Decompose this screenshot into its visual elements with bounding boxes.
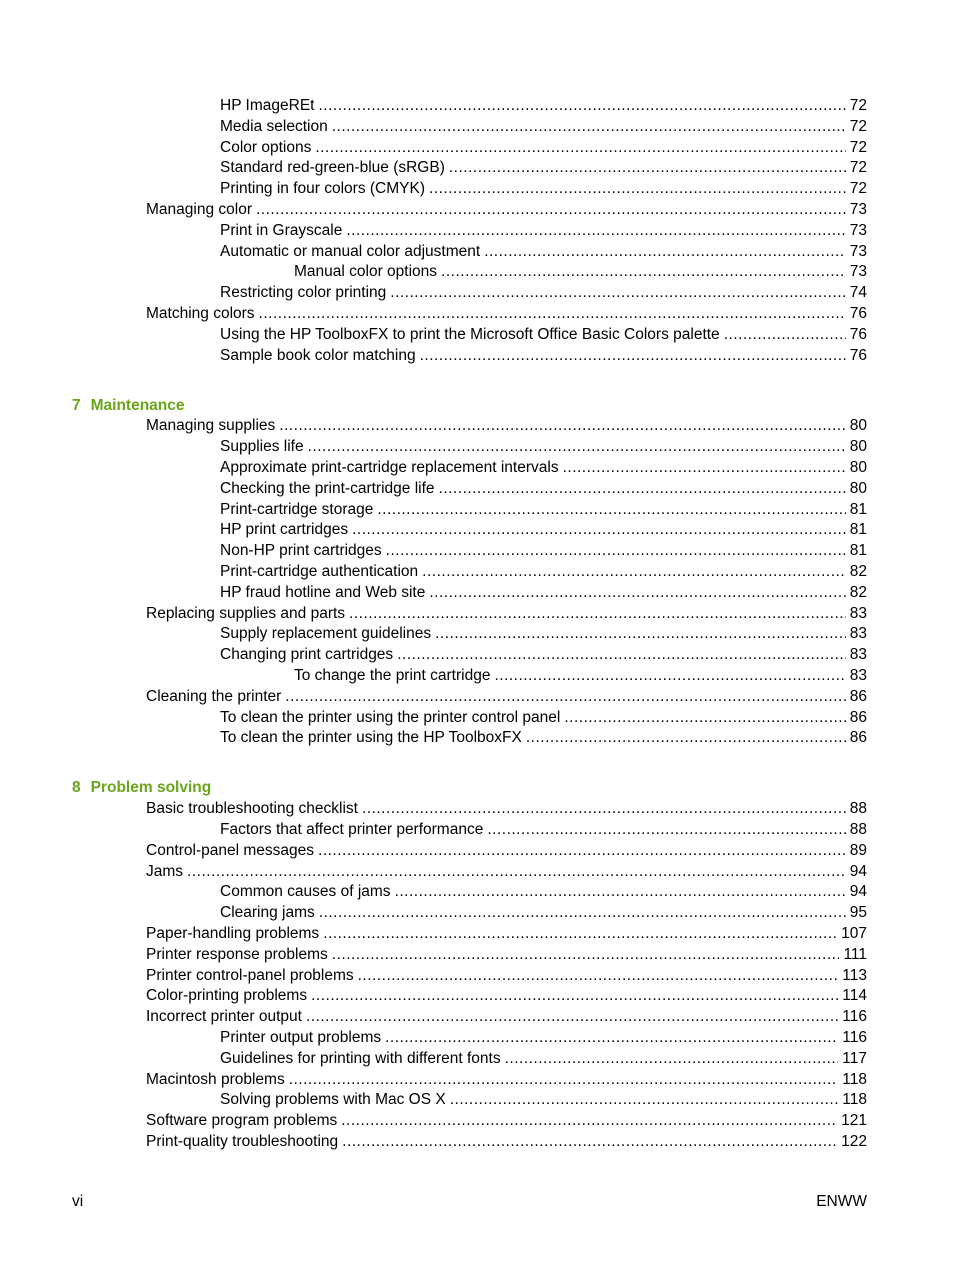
toc-entry-title: To clean the printer using the printer control panel (220, 708, 561, 726)
dot-leader (563, 458, 846, 478)
toc-entry-level-2[interactable] (220, 221, 867, 241)
dot-leader (319, 903, 846, 923)
toc-entry-level-1[interactable] (146, 1070, 867, 1090)
toc-entry-level-2[interactable] (220, 346, 867, 366)
toc-entry-page: 73 (849, 242, 867, 260)
dot-leader (397, 645, 846, 665)
dot-leader (526, 728, 846, 748)
toc-entry-page: 116 (842, 1029, 867, 1046)
dot-leader (315, 138, 845, 158)
toc-entry-page: 113 (842, 966, 867, 984)
toc-entry-level-2[interactable] (220, 708, 867, 728)
toc-entry-level-2[interactable] (220, 820, 867, 840)
toc-entry-page: 86 (849, 687, 867, 705)
dot-leader (259, 304, 846, 324)
toc-entry-title: Changing print cartridges (220, 646, 394, 664)
toc-entry-page: 94 (849, 883, 867, 901)
toc-entry-title: Restricting color printing (220, 284, 387, 302)
toc-entry-page: 122 (841, 1133, 867, 1150)
toc-entry-page: 95 (849, 904, 867, 922)
toc-entry-title: Control-panel messages (146, 841, 315, 859)
dot-leader (342, 1132, 837, 1152)
toc-entry-page: 83 (849, 667, 867, 684)
dot-leader (318, 841, 846, 861)
toc-entry-page: 81 (849, 500, 867, 518)
dot-leader (289, 1070, 839, 1090)
toc-entry-title: HP print cartridges (220, 521, 349, 539)
toc-entry-level-1[interactable] (146, 862, 867, 882)
toc-entry-level-1[interactable] (146, 841, 867, 861)
toc-entry-level-2[interactable] (220, 479, 867, 499)
chapter-number: 7 (72, 396, 81, 414)
toc-entry-page: 72 (849, 138, 867, 156)
toc-entry-title: Jams (146, 862, 184, 880)
dot-leader (306, 1007, 838, 1027)
dot-leader (724, 325, 846, 345)
toc-entry-level-2[interactable] (220, 458, 867, 478)
dot-leader (435, 624, 846, 644)
toc-entry-title: Supply replacement guidelines (220, 625, 432, 643)
toc-entry-page: 83 (849, 646, 867, 664)
dot-leader (358, 966, 839, 986)
footer-page-label: vi (72, 1193, 84, 1210)
toc-entry-page: 111 (843, 945, 867, 963)
toc-entry-title: Approximate print-cartridge replacement intervals (220, 459, 559, 476)
toc-entry-page: 86 (849, 729, 867, 747)
toc-entry-title: Printing in four colors (CMYK) (220, 180, 426, 198)
dot-leader (429, 179, 846, 199)
toc-entry-level-2[interactable] (220, 645, 867, 665)
toc-entry-title: Supplies life (220, 438, 304, 456)
toc-entry-level-2[interactable] (220, 562, 867, 582)
dot-leader (352, 520, 846, 540)
toc-entry-page: 72 (849, 97, 867, 114)
toc-entry-title: Print in Grayscale (220, 221, 343, 239)
toc-entry-page: 88 (849, 821, 867, 838)
toc-entry-level-1[interactable] (146, 304, 867, 324)
toc-entry-level-2[interactable] (220, 624, 867, 644)
toc-entry-title: Matching colors (146, 305, 255, 322)
dot-leader (332, 945, 840, 965)
toc-entry-level-2[interactable] (220, 541, 867, 561)
toc-entry-title: To change the print cartridge (294, 667, 491, 684)
toc-entry-page: 83 (849, 625, 867, 643)
toc-entry-level-1[interactable] (146, 799, 867, 819)
toc-entry-title: Guidelines for printing with different fonts (220, 1049, 501, 1067)
toc-entry-page: 76 (849, 305, 867, 322)
toc-entry-level-2[interactable] (220, 1090, 867, 1110)
toc-entry-level-2[interactable] (220, 179, 867, 199)
toc-entry-level-3[interactable] (294, 262, 867, 282)
dot-leader (494, 666, 845, 686)
toc-entry-level-2[interactable] (220, 728, 867, 748)
toc-entry-title: Cleaning the printer (146, 687, 282, 705)
chapter-title: Maintenance (90, 396, 185, 414)
toc-entry-title: Automatic or manual color adjustment (220, 242, 481, 260)
toc-entry-page: 82 (849, 563, 867, 580)
toc-entry-title: Non-HP print cartridges (220, 542, 382, 560)
toc-entry-page: 82 (849, 583, 867, 601)
toc-entry-title: Checking the print-cartridge life (220, 479, 435, 497)
toc-entry-level-2[interactable] (220, 437, 867, 457)
toc-entry-title: Basic troubleshooting checklist (146, 800, 358, 818)
toc-entry-title: To clean the printer using the HP ToolboxFX (220, 729, 522, 747)
toc-entry-page: 86 (849, 708, 867, 726)
toc-entry-page: 89 (849, 841, 867, 859)
dot-leader (377, 500, 845, 520)
toc-entry-page: 80 (849, 438, 867, 456)
toc-entry-level-1[interactable] (146, 416, 867, 436)
toc-entry-level-2[interactable] (220, 520, 867, 540)
chapter-title: Problem solving (90, 779, 212, 797)
dot-leader (318, 96, 845, 116)
dot-leader (441, 262, 846, 282)
toc-entry-page: 83 (849, 604, 867, 622)
toc-entry-page: 72 (849, 159, 867, 177)
toc-entry-title: Printer response problems (146, 945, 328, 963)
toc-entry-title: Factors that affect printer performance (220, 821, 484, 838)
dot-leader (484, 242, 846, 262)
toc-entry-level-3[interactable] (294, 666, 867, 686)
toc-entry-level-2[interactable] (220, 583, 867, 603)
toc-entry-level-1[interactable] (146, 924, 867, 944)
toc-entry-title: Managing supplies (146, 417, 276, 435)
toc-entry-level-1[interactable] (146, 687, 867, 707)
toc-entry-level-2[interactable] (220, 158, 867, 178)
toc-entry-level-2[interactable] (220, 242, 867, 262)
toc-entry-level-2[interactable] (220, 283, 867, 303)
toc-entry-title: Print-quality troubleshooting (146, 1133, 339, 1150)
dot-leader (341, 1111, 837, 1131)
toc-entry-page: 114 (842, 987, 867, 1005)
toc-entry-title: HP fraud hotline and Web site (220, 583, 426, 601)
toc-entry-title: Printer output problems (220, 1029, 382, 1046)
toc-entry-level-1[interactable] (146, 945, 867, 965)
toc-entry-page: 76 (849, 346, 867, 364)
toc-entry-title: Print-cartridge storage (220, 500, 374, 518)
dot-leader (439, 479, 846, 499)
dot-leader (422, 562, 846, 582)
toc-entry-title: Manual color options (294, 263, 438, 281)
dot-leader (362, 799, 846, 819)
toc-entry-title: Common causes of jams (220, 883, 391, 901)
dot-leader (505, 1049, 839, 1069)
toc-entry-page: 94 (849, 862, 867, 880)
toc-entry-level-1[interactable] (146, 200, 867, 220)
toc-entry-level-2[interactable] (220, 1049, 867, 1069)
toc-entry-page: 118 (842, 1091, 867, 1109)
dot-leader (487, 820, 845, 840)
toc-entry-level-2[interactable] (220, 1028, 867, 1048)
toc-entry-title: Managing color (146, 201, 252, 218)
toc-entry-title: Printer control-panel problems (146, 966, 354, 984)
toc-entry-level-1[interactable] (146, 1132, 867, 1152)
toc-entry-title: Software program problems (146, 1112, 338, 1130)
toc-entry-title: Replacing supplies and parts (146, 604, 346, 622)
toc-entry-page: 81 (849, 542, 867, 560)
chapter-heading (72, 396, 185, 416)
dot-leader (564, 708, 845, 728)
dot-leader (390, 283, 845, 303)
toc-entry-page: 107 (841, 925, 867, 942)
toc-entry-page: 121 (841, 1112, 867, 1130)
toc-entry-title: Incorrect printer output (146, 1008, 302, 1026)
toc-entry-page: 76 (849, 325, 867, 343)
toc-entry-level-2[interactable] (220, 138, 867, 158)
toc-entry-title: Clearing jams (220, 904, 315, 922)
toc-entry-page: 81 (849, 521, 867, 539)
footer-doc-code: ENWW (816, 1193, 867, 1210)
toc-entry-title: Standard red-green-blue (sRGB) (220, 159, 445, 177)
toc-entry-level-1[interactable] (146, 966, 867, 986)
toc-entry-page: 80 (849, 479, 867, 497)
dot-leader (450, 1090, 839, 1110)
toc-entry-level-2[interactable] (220, 96, 867, 116)
toc-entry-page: 72 (849, 180, 867, 198)
dot-leader (385, 1028, 838, 1048)
toc-entry-page: 80 (849, 417, 867, 435)
toc-entry-level-2[interactable] (220, 903, 867, 923)
dot-leader (449, 158, 846, 178)
toc-entry-level-1[interactable] (146, 986, 867, 1006)
toc-entry-page: 80 (849, 459, 867, 476)
dot-leader (285, 687, 845, 707)
dot-leader (420, 346, 846, 366)
toc-entry-level-2[interactable] (220, 117, 867, 137)
toc-entry-page: 73 (849, 221, 867, 239)
toc-entry-level-2[interactable] (220, 325, 867, 345)
dot-leader (323, 924, 837, 944)
toc-entry-title: HP ImageREt (220, 97, 315, 114)
toc-entry-title: Using the HP ToolboxFX to print the Microsoft Office Basic Colors palette (220, 325, 720, 343)
toc-entry-page: 72 (849, 117, 867, 135)
toc-entry-title: Sample book color matching (220, 346, 416, 364)
toc-entry-title: Color options (220, 138, 312, 156)
dot-leader (311, 986, 838, 1006)
dot-leader (386, 541, 846, 561)
dot-leader (346, 221, 845, 241)
toc-entry-page: 118 (842, 1070, 867, 1088)
toc-entry-title: Solving problems with Mac OS X (220, 1091, 446, 1109)
toc-entry-title: Media selection (220, 117, 328, 135)
toc-entry-title: Print-cartridge authentication (220, 563, 419, 580)
chapter-heading (72, 778, 211, 798)
dot-leader (332, 117, 846, 137)
toc-entry-page: 116 (842, 1008, 867, 1026)
toc-entry-level-1[interactable] (146, 604, 867, 624)
toc-entry-page: 74 (849, 284, 867, 302)
dot-leader (349, 604, 846, 624)
toc-entry-level-1[interactable] (146, 1111, 867, 1131)
toc-entry-page: 73 (849, 263, 867, 281)
dot-leader (395, 882, 846, 902)
toc-entry-title: Macintosh problems (146, 1070, 285, 1088)
dot-leader (308, 437, 846, 457)
toc-entry-level-1[interactable] (146, 1007, 867, 1027)
toc-entry-page: 117 (842, 1049, 867, 1067)
chapter-number: 8 (72, 779, 81, 797)
toc-entry-page: 88 (849, 800, 867, 818)
toc-entry-level-2[interactable] (220, 500, 867, 520)
toc-entry-title: Paper-handling problems (146, 925, 320, 942)
dot-leader (187, 862, 846, 882)
toc-entry-level-2[interactable] (220, 882, 867, 902)
toc-entry-page: 73 (849, 201, 867, 218)
toc-entry-title: Color-printing problems (146, 987, 308, 1005)
dot-leader (256, 200, 846, 220)
dot-leader (429, 583, 845, 603)
dot-leader (279, 416, 845, 436)
